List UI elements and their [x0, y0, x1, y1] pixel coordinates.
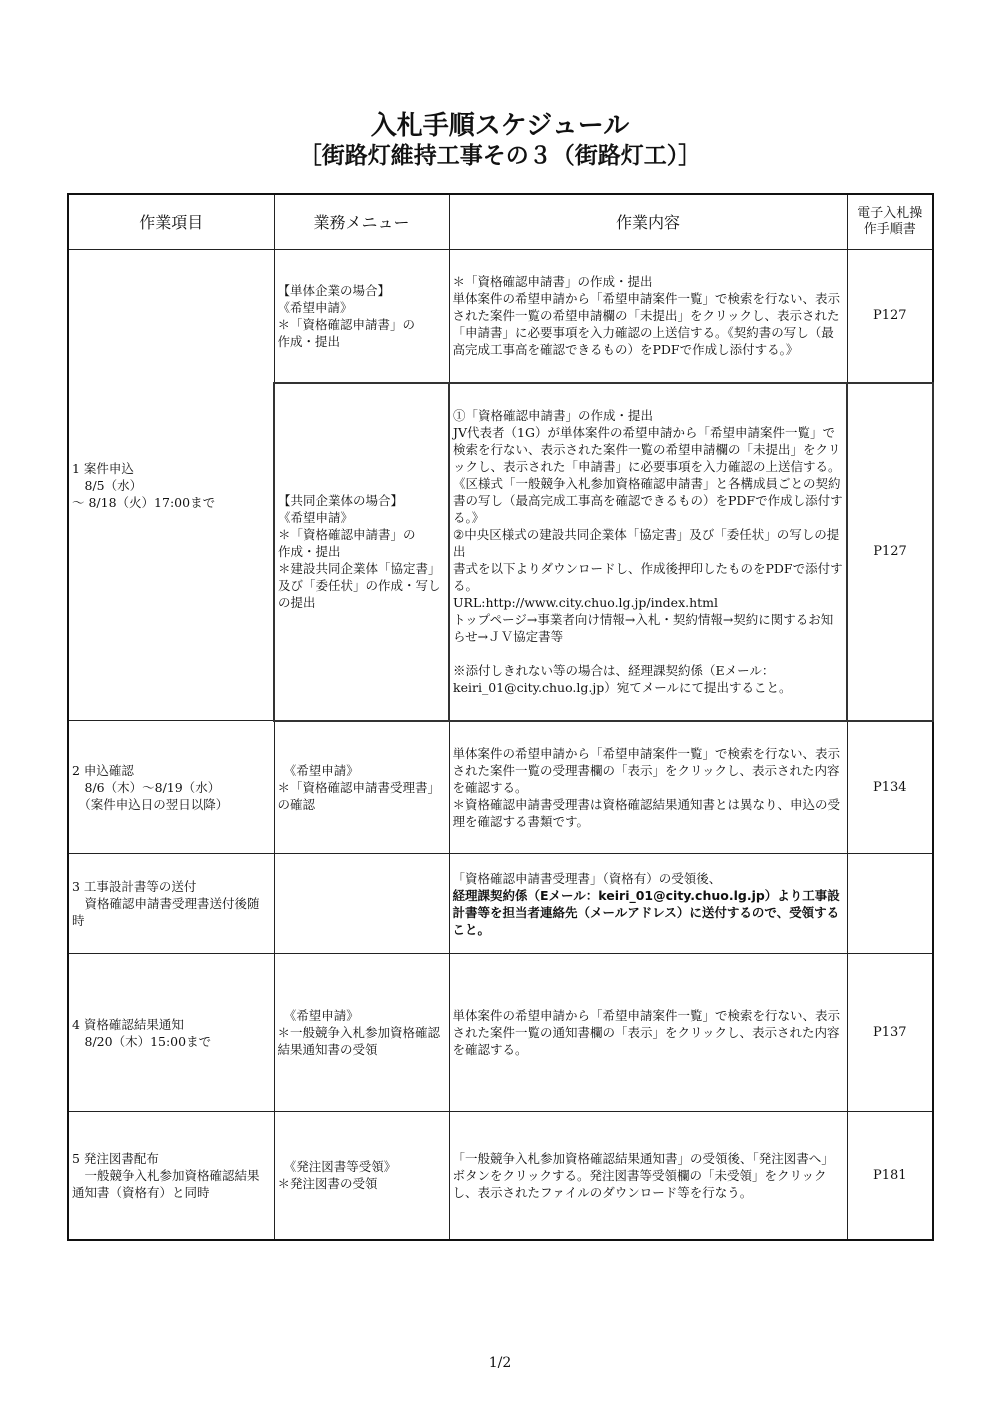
row2-item: 2 申込確認 8/6（木）～8/19（水） （案件申込日の翌日以降）	[68, 721, 274, 854]
row5-menu: 《発注図書等受領》 ＊発注図書の受領	[274, 1112, 449, 1240]
row3-content-plain: 「資格確認申請書受理書」（資格有）の受領後、	[452, 870, 722, 886]
row1-ref-jv: P127	[847, 383, 933, 721]
row4-menu: 《希望申請》 ＊一般競争入札参加資格確認結果通知書の受領	[274, 954, 449, 1112]
row1-menu-jv: 【共同企業体の場合】 《希望申請》 ＊「資格確認申請書」の 作成・提出 ＊建設共同企業体「協定書」及び「委任状」の作成・写しの提出	[274, 383, 449, 721]
row2-menu: 《希望申請》 ＊「資格確認申請書受理書」の確認	[274, 721, 449, 854]
header-item: 作業項目	[68, 194, 274, 250]
row1-content-jv: ①「資格確認申請書」の作成・提出 JV代表者（1G）が単体案件の希望申請から「希望申請案件一覧」で検索を行ない、表示された案件一覧の希望申請欄の「未提出」をクリックし、表示された「申請書」に必要事項を入力確認の上送信する。《区様式「一般競争入札参加資格確認申請書」と各構成員ごとの契約書の写し（最高完成工事高を確認できるもの）をPDFで作成し添付する。》 ②中央区様式の建設共同企業体「協定書」及び「委任状」の写しの提出 書式を以下よりダウンロードし、作成後押印したものをPDFで添付する。 URL:http://www.city.chuo.lg.jp/index.html トップページ→事業者向け情報→入札・契約情報→契約に関するお知らせ→ＪＶ協定書等 ※添付しきれない等の場合は、経理課契約係（Eメール：keiri_01@city.chuo.lg.jp）宛てメールにて提出すること。	[449, 383, 847, 721]
row4-item: 4 資格確認結果通知 8/20（木）15:00まで	[68, 954, 274, 1112]
row5-item: 5 発注図書配布 一般競争入札参加資格確認結果通知書（資格有）と同時	[68, 1112, 274, 1240]
row5-ref: P181	[847, 1112, 933, 1240]
table-row	[68, 954, 933, 1112]
row4-ref: P137	[847, 954, 933, 1112]
page-title: 入札手順スケジュール	[370, 111, 630, 141]
row2-ref: P134	[847, 721, 933, 854]
row3-content	[449, 854, 847, 954]
table-header-row	[68, 194, 933, 250]
row1-content-single: ＊「資格確認申請書」の作成・提出 単体案件の希望申請から「希望申請案件一覧」で検索を行ない、表示された案件一覧の希望申請欄の「未提出」をクリックし、表示された「申請書」に必要事項を入力確認の上送信する。《契約書の写し（最高完成工事高を確認できるもの）をPDFで作成し添付する。》	[449, 250, 847, 383]
row3-item: 3 工事設計書等の送付 資格確認申請書受理書送付後随時	[68, 854, 274, 954]
header-content: 作業内容	[449, 194, 847, 250]
page-subtitle: ［街路灯維持工事その３（街路灯工）］	[298, 143, 702, 169]
row3-content-bold: 経理課契約係（Eメール：keiri_01@city.chuo.lg.jp）より工事設計書等を担当者連絡先（メールアドレス）に送付するので、受領すること。	[452, 887, 840, 937]
page-number: 1/2	[488, 1355, 512, 1371]
row1-ref-single: P127	[847, 250, 933, 383]
header-ref: 電子入札操 作手順書	[847, 194, 933, 250]
row5-content: 「一般競争入札参加資格確認結果通知書」の受領後、「発注図書へ」ボタンをクリックする。発注図書等受領欄の「未受領」をクリックし、表示されたファイルのダウンロード等を行なう。	[449, 1112, 847, 1240]
table-row	[68, 721, 933, 854]
row1-item: 1 案件申込 8/5（水） ～ 8/18（火）17:00まで	[68, 250, 274, 721]
table-row	[68, 250, 933, 383]
schedule-table	[67, 193, 934, 1241]
row3-ref	[847, 854, 933, 954]
row3-menu	[274, 854, 449, 954]
header-menu: 業務メニュー	[274, 194, 449, 250]
row2-content: 単体案件の希望申請から「希望申請案件一覧」で検索を行ない、表示された案件一覧の受理書欄の「表示」をクリックし、表示された内容を確認する。 ＊資格確認申請書受理書は資格確認結果通知書とは異なり、申込の受理を確認する書類です。	[449, 721, 847, 854]
row1-menu-single: 【単体企業の場合】 《希望申請》 ＊「資格確認申請書」の 作成・提出	[274, 250, 449, 383]
table-row	[68, 1112, 933, 1240]
table-row	[68, 854, 933, 954]
row4-content: 単体案件の希望申請から「希望申請案件一覧」で検索を行ない、表示された案件一覧の通知書欄の「表示」をクリックし、表示された内容を確認する。	[449, 954, 847, 1112]
